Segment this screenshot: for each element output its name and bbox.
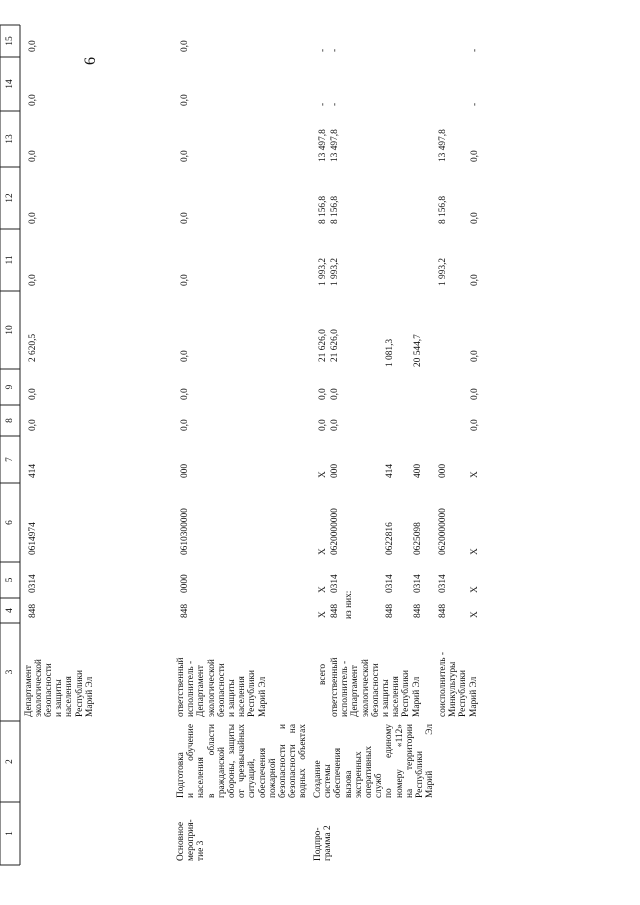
value-cell: 414 <box>385 463 395 478</box>
value-cell: 0314 <box>385 574 395 593</box>
column-number: 2 <box>5 759 15 764</box>
value-cell: 848 <box>28 603 38 618</box>
value-cell: 21 626,0 <box>318 329 328 362</box>
column-number: 3 <box>5 669 15 675</box>
value-cell: 0,0 <box>180 419 190 431</box>
value-cell: 1 993,2 <box>330 257 340 286</box>
executor-text: и защиты <box>227 679 237 717</box>
value-cell: 0,0 <box>28 388 38 400</box>
value-cell: 848 <box>330 603 340 618</box>
level-text: тие 3 <box>196 840 207 861</box>
value-cell: 0,0 <box>28 150 38 162</box>
executor-text: исполнитель - <box>340 660 351 717</box>
executor-text: ответственный <box>330 657 340 717</box>
measure-name-text: гражданской <box>216 746 227 798</box>
value-cell: 2 620,5 <box>28 333 38 362</box>
subprogram-name-text: оперативных <box>364 745 374 798</box>
column-number: 8 <box>5 418 15 423</box>
value-cell: 0000 <box>180 574 190 593</box>
value-cell: - <box>330 102 340 106</box>
value-cell: - <box>330 48 340 52</box>
value-cell: 0610300000 <box>180 508 190 555</box>
subprogram-name-text: Создание <box>313 760 323 798</box>
value-cell: 0,0 <box>470 212 480 224</box>
executor-text: безопасности <box>44 663 55 717</box>
measure-name-text: безопасности и <box>278 724 288 798</box>
measure-name-text: обороны, защиты <box>227 724 237 798</box>
subprogram-name-text: номеру «112» <box>394 724 405 798</box>
executor-text: населения <box>391 676 402 717</box>
subprogram-name-text: по единому <box>384 724 395 798</box>
value-cell: 0,0 <box>180 274 190 286</box>
value-cell: 0,0 <box>318 388 328 400</box>
value-cell: X <box>470 548 480 555</box>
subprogram-name-text: Марий Эл <box>425 724 436 798</box>
value-cell: - <box>470 48 480 52</box>
measure-name-text: Подготовка <box>176 752 186 798</box>
executor-text: экологической <box>360 659 371 717</box>
value-cell: 20 544,7 <box>413 334 423 367</box>
executor-text: Республики <box>247 669 258 717</box>
value-cell: 848 <box>438 603 448 618</box>
value-cell: 8 156,8 <box>438 195 448 224</box>
value-cell: 0,0 <box>180 350 190 362</box>
value-cell: 0,0 <box>330 419 340 431</box>
executor-text: экологической <box>34 659 45 717</box>
value-cell: 0620000000 <box>330 508 340 555</box>
value-cell: 0,0 <box>28 212 38 224</box>
value-cell: X <box>470 611 480 618</box>
value-cell: 0,0 <box>470 388 480 400</box>
executor-text: Марий Эл <box>468 676 479 717</box>
value-cell: 0,0 <box>470 274 480 286</box>
value-cell: 1 993,2 <box>438 257 448 286</box>
subprogram-name-text: обеспечения <box>333 747 344 798</box>
value-cell: - <box>318 48 328 52</box>
value-cell: 0,0 <box>180 94 190 106</box>
value-cell: 000 <box>330 463 340 478</box>
executor-text: Марий Эл <box>257 676 268 717</box>
total-label: всего <box>318 663 328 685</box>
value-cell: 0314 <box>330 574 340 593</box>
executor-text: Марий Эл <box>411 676 422 717</box>
executor-text: и защиты <box>54 679 65 717</box>
measure-name-text: водных объектах <box>298 724 309 798</box>
value-cell: 400 <box>413 463 423 478</box>
measure-name-text: и обучение <box>186 724 197 798</box>
executor-text: Минкультуры <box>448 661 459 717</box>
value-cell: 0314 <box>413 574 423 593</box>
measure-name-text: пожарной <box>267 758 278 798</box>
column-number: 10 <box>5 325 15 335</box>
executor-text: Республики <box>401 669 412 717</box>
subprogram-name-text: экстренных <box>353 751 364 798</box>
executor-text: Департамент <box>196 665 207 717</box>
column-number: 15 <box>5 36 15 46</box>
executor-text: Департамент <box>350 665 361 717</box>
executor-text: и защиты <box>381 679 391 717</box>
value-cell: 0622816 <box>385 522 395 555</box>
value-cell: 0625098 <box>413 522 423 555</box>
value-cell: - <box>470 102 480 106</box>
value-cell: 1 993,2 <box>318 257 328 286</box>
column-number: 5 <box>5 577 15 583</box>
value-cell: 848 <box>385 603 395 618</box>
subprogram-name-text: Республики <box>415 750 425 798</box>
value-cell: X <box>318 586 328 593</box>
value-cell: 0,0 <box>470 350 480 362</box>
value-cell: 0,0 <box>28 419 38 431</box>
value-cell: X <box>318 611 328 618</box>
measure-name-text: ситуаций, <box>247 758 258 798</box>
value-cell: 0,0 <box>180 40 190 52</box>
value-cell: 1 081,3 <box>385 338 395 367</box>
value-cell: 0,0 <box>470 150 480 162</box>
value-cell: 13 497,8 <box>330 129 340 162</box>
level-text: Основное <box>176 821 186 861</box>
column-number: 1 <box>5 831 15 836</box>
column-number: 11 <box>5 255 15 265</box>
column-number: 4 <box>5 608 15 613</box>
value-cell: 0620000000 <box>438 508 448 555</box>
column-number: 7 <box>5 457 15 462</box>
value-cell: 21 626,0 <box>330 329 340 362</box>
level-text: грамма 2 <box>323 825 334 861</box>
value-cell: 0,0 <box>180 150 190 162</box>
value-cell: 0314 <box>438 574 448 593</box>
value-cell: 414 <box>28 463 38 478</box>
value-cell: 0614974 <box>28 522 38 555</box>
value-cell: 0,0 <box>28 94 38 106</box>
subprogram-name-text: на территории <box>404 724 415 798</box>
level-text: мероприя- <box>186 819 197 861</box>
value-cell: 0,0 <box>28 274 38 286</box>
value-cell: 000 <box>180 463 190 478</box>
measure-name-text: в области <box>206 724 217 798</box>
value-cell: 0,0 <box>180 212 190 224</box>
executor-text: населения <box>237 676 248 717</box>
value-cell: 8 156,8 <box>330 195 340 224</box>
column-number: 13 <box>5 134 15 144</box>
value-cell: 0,0 <box>330 388 340 400</box>
column-number: 9 <box>5 384 15 390</box>
value-cell: 848 <box>180 603 190 618</box>
of-which-label: из них: <box>344 590 354 619</box>
measure-name-text: обеспечения <box>257 747 268 798</box>
column-number: 14 <box>5 79 15 89</box>
executor-text: населения <box>64 676 75 717</box>
executor-text: Марий Эл <box>84 676 95 717</box>
value-cell: X <box>470 471 480 478</box>
value-cell: 0,0 <box>180 388 190 400</box>
executor-text: Департамент <box>24 665 34 717</box>
executor-text: Республики <box>458 669 469 717</box>
executor-text: безопасности <box>216 663 227 717</box>
subprogram-name-text: системы <box>323 764 334 798</box>
executor-text: ответственный <box>176 657 186 717</box>
value-cell: 0314 <box>28 574 38 593</box>
subprogram-name-text: вызова <box>343 770 354 798</box>
value-cell: 000 <box>438 463 448 478</box>
value-cell: X <box>318 471 328 478</box>
value-cell: X <box>470 586 480 593</box>
value-cell: - <box>318 102 328 106</box>
executor-text: безопасности <box>370 663 381 717</box>
executor-text: экологической <box>206 659 217 717</box>
measure-name-text: безопасности на <box>288 724 299 798</box>
value-cell: 13 497,8 <box>318 129 328 162</box>
value-cell: 848 <box>413 603 423 618</box>
value-cell: 0,0 <box>470 419 480 431</box>
executor-text: Республики <box>74 669 85 717</box>
value-cell: X <box>318 548 328 555</box>
page-number: 6 <box>82 57 99 65</box>
value-cell: 0,0 <box>28 40 38 52</box>
measure-name-text: населения <box>196 757 207 798</box>
column-number: 6 <box>5 520 15 525</box>
value-cell: 8 156,8 <box>318 195 328 224</box>
column-number: 12 <box>5 193 15 203</box>
subprogram-name-text: служб <box>374 773 385 798</box>
executor-text: исполнитель - <box>186 660 197 717</box>
level-text: Подпро- <box>313 827 323 861</box>
measure-name-text: от чрезвычайных <box>237 724 248 798</box>
value-cell: 13 497,8 <box>438 129 448 162</box>
executor-text: соисполнитель - <box>438 652 448 717</box>
value-cell: 0,0 <box>318 419 328 431</box>
